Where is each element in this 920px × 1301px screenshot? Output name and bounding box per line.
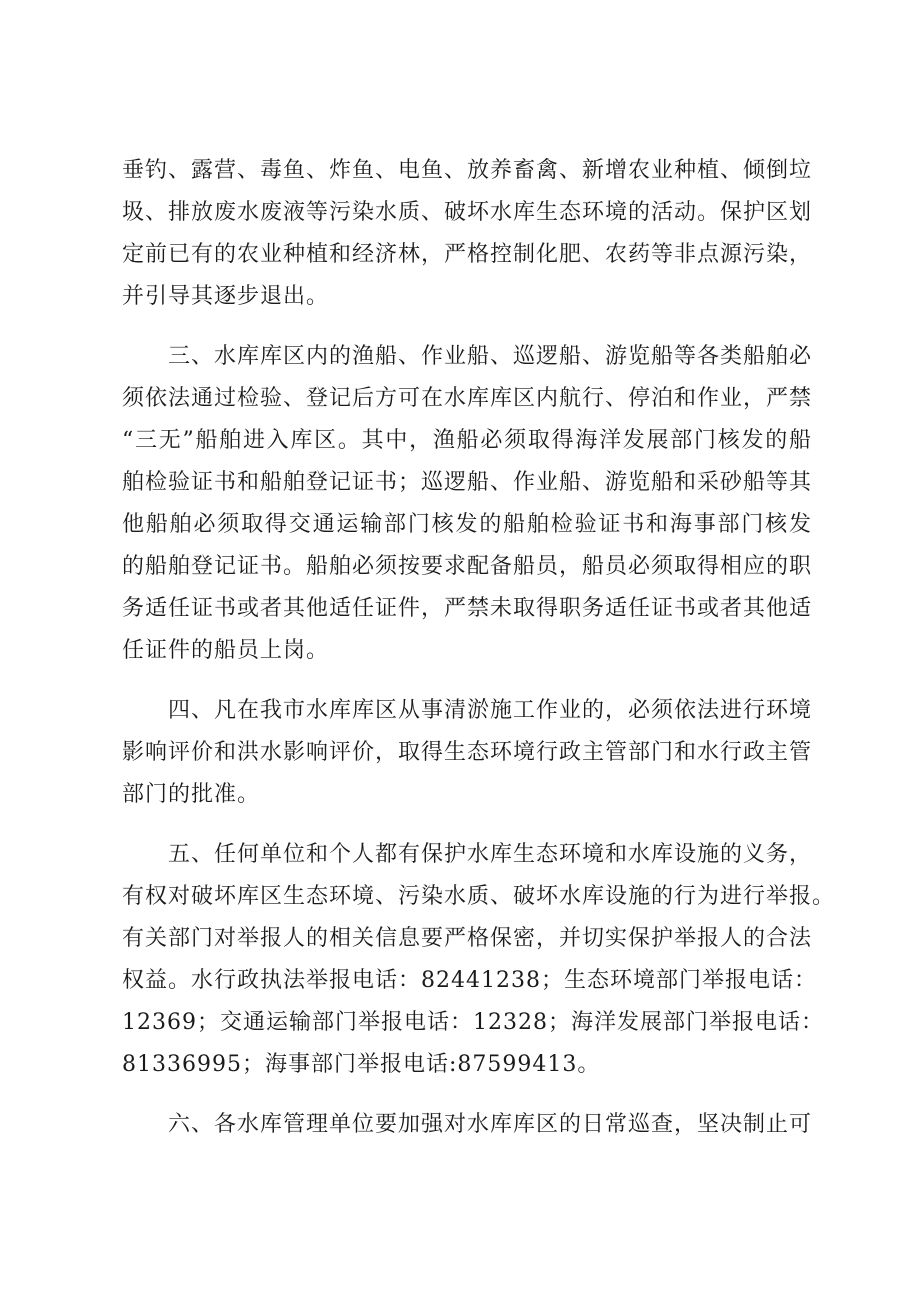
text-line: 权益。水行政执法举报电话：82441238；生态环境部门举报电话： [122,968,817,993]
paragraph-p5 [122,834,836,1086]
paragraph-p0 [122,150,812,318]
text-line: 12369；交通运输部门举报电话：12328；海洋发展部门举报电话： [122,1010,824,1035]
document-page [122,150,836,1164]
text-line: 圾、排放废水废液等污染水质、破坏水库生态环境的活动。保护区划 [122,200,813,225]
text-line: 须依法通过检验、登记后方可在水库库区内航行、停泊和作业，严禁 [122,386,813,411]
text-line: 部门的批准。 [122,782,261,807]
text-line: 任证件的船员上岗。 [122,638,330,663]
paragraph-p3 [122,336,812,672]
document-body [122,150,836,1146]
text-line: 的船舶登记证书。船舶必须按要求配备船员，船员必须取得相应的职 [122,554,813,579]
text-line: 有权对破坏库区生态环境、污染水质、破坏水库设施的行为进行举报。 [122,884,836,909]
paragraph-p6 [122,1104,812,1146]
text-line: 并引导其逐步退出。 [122,284,330,309]
text-line: 舶检验证书和船舶登记证书；巡逻船、作业船、游览船和采砂船等其 [122,470,813,495]
paragraph-p4 [122,690,812,816]
text-line: 81336995；海事部门举报电话:87599413。 [122,1052,601,1077]
text-line: 他船舶必须取得交通运输部门核发的船舶检验证书和海事部门核发 [122,512,812,537]
text-line: 三、水库库区内的渔船、作业船、巡逻船、游览船等各类船舶必 [168,344,813,369]
text-line: 影响评价和洪水影响评价，取得生态环境行政主管部门和水行政主管 [122,740,813,765]
text-line: 定前已有的农业种植和经济林，严格控制化肥、农药等非点源污染， [122,242,813,267]
text-line: 五、任何单位和个人都有保护水库生态环境和水库设施的义务， [168,842,813,867]
text-line: 垂钓、露营、毒鱼、炸鱼、电鱼、放养畜禽、新增农业种植、倾倒垃 [122,158,813,183]
text-line: 六、各水库管理单位要加强对水库库区的日常巡查，坚决制止可 [168,1112,813,1137]
text-line: “三无”船舶进入库区。其中，渔船必须取得海洋发展部门核发的船 [122,428,812,453]
text-line: 有关部门对举报人的相关信息要严格保密，并切实保护举报人的合法 [122,926,813,951]
text-line: 四、凡在我市水库库区从事清淤施工作业的，必须依法进行环境 [168,698,813,723]
text-line: 务适任证书或者其他适任证件，严禁未取得职务适任证书或者其他适 [122,596,813,621]
